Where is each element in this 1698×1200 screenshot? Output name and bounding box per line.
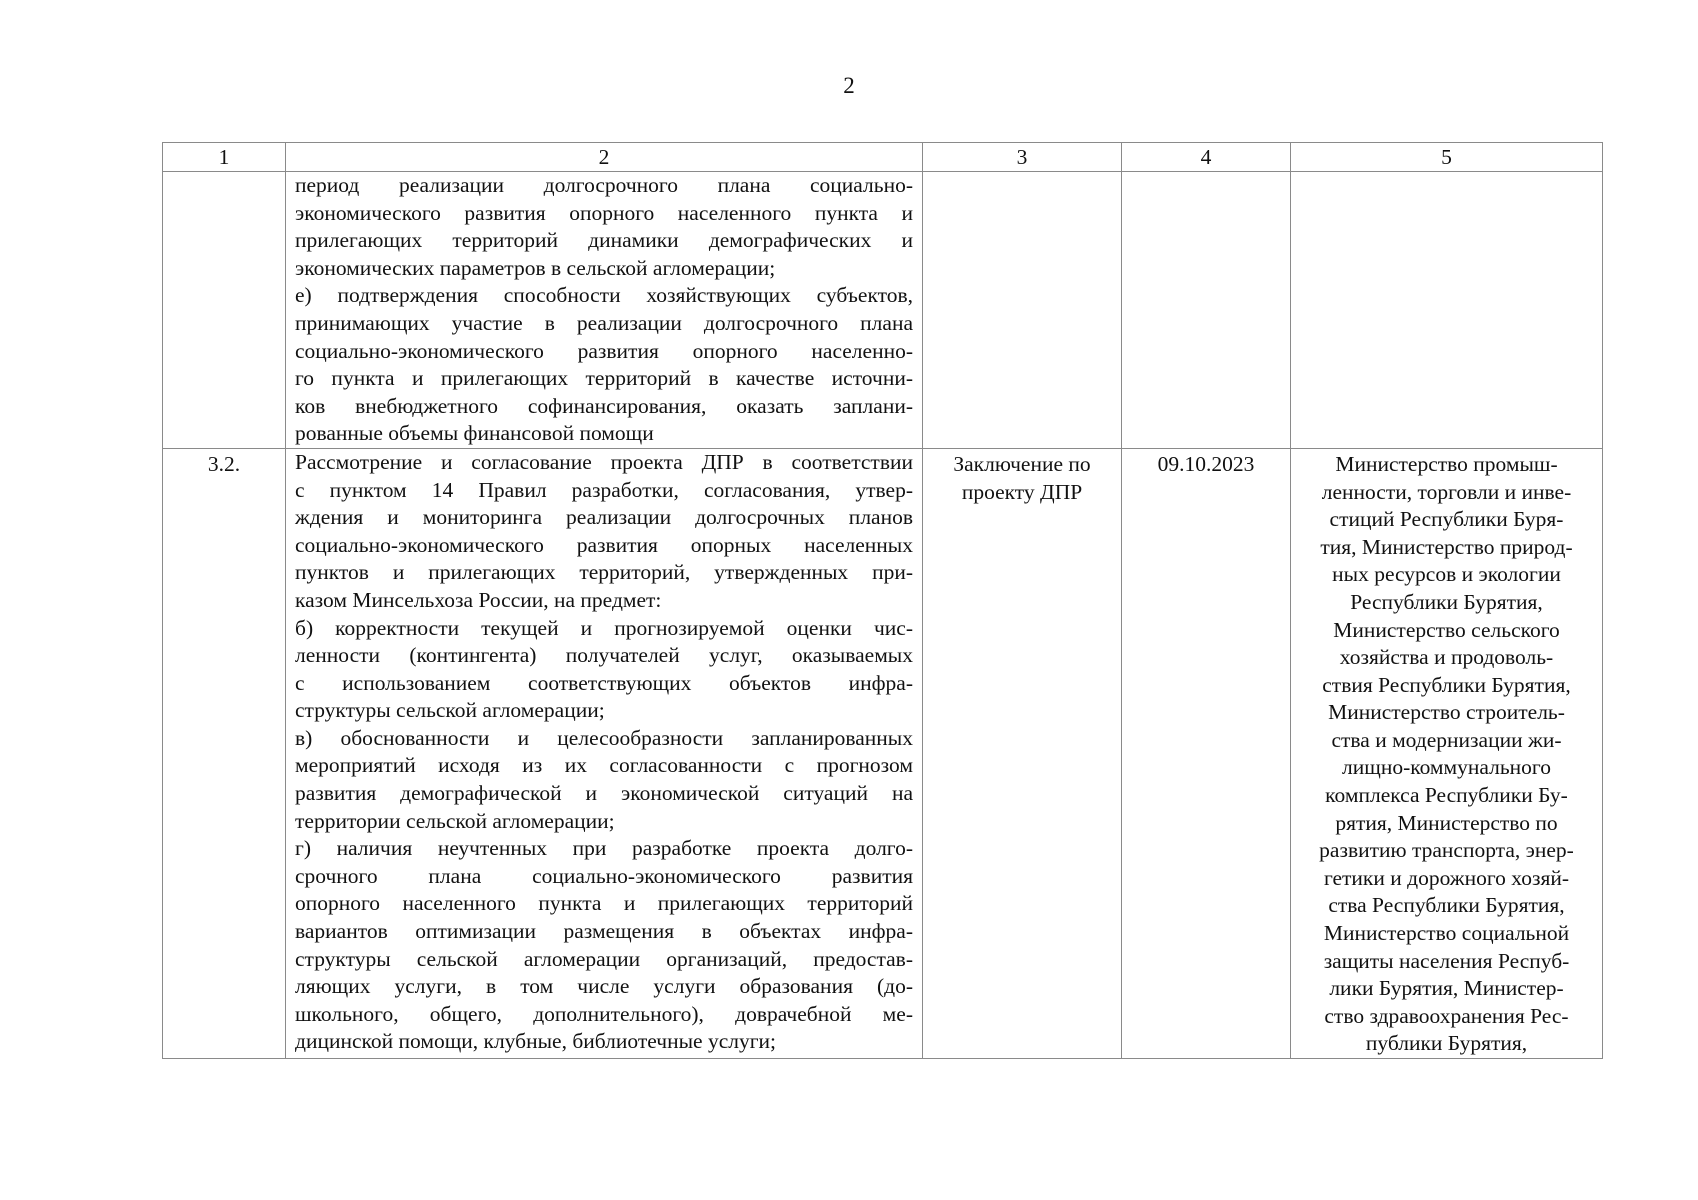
deadline-cell: 09.10.2023: [1122, 448, 1291, 1058]
row-number-cell: 3.2.: [163, 448, 286, 1058]
text-line: ляющих услуги, в том числе услуги образования (до-: [295, 974, 913, 999]
executors-cell: [1291, 172, 1603, 449]
column-header-1: 1: [163, 143, 286, 172]
executor-line: ленности, торговли и инве-: [1321, 479, 1572, 504]
column-header-4: 4: [1122, 143, 1291, 172]
executor-line: ство здравоохранения Рес-: [1324, 1003, 1569, 1028]
executor-line: ствия Республики Бурятия,: [1322, 672, 1571, 697]
measure-text-cell: [286, 172, 923, 449]
text-line: б) корректности текущей и прогнозируемой оценки чис-: [295, 615, 913, 640]
text-line: дицинской помощи, клубные, библиотечные услуги;: [295, 1029, 777, 1054]
text-line: с использованием соответствующих объектов инфра-: [295, 670, 913, 695]
page-number: 2: [843, 73, 855, 98]
deadline-cell: [1122, 172, 1291, 449]
text-line: с пунктом 14 Правил разработки, согласования, утвер-: [295, 477, 913, 502]
executor-line: ных ресурсов и экологии: [1332, 562, 1561, 587]
table-row-3-2: [163, 448, 1603, 1058]
text-line: экономических параметров в сельской агломерации;: [295, 255, 776, 280]
executor-line: стиций Республики Буря-: [1329, 507, 1564, 532]
executor-line: Министерство строитель-: [1328, 700, 1565, 725]
text-line: развития демографической и экономической ситуаций на: [295, 781, 913, 806]
text-line: принимающих участие в реализации долгосрочного плана: [295, 310, 913, 335]
executor-line: развитию транспорта, энер-: [1319, 838, 1574, 863]
executor-line: лищно-коммунального: [1342, 755, 1551, 780]
text-line: срочного плана социально-экономического развития: [295, 863, 913, 888]
text-line: территории сельской агломерации;: [295, 808, 615, 833]
text-line: Рассмотрение и согласование проекта ДПР в соответствии: [295, 449, 913, 474]
text-line: социально-экономического развития опорных населенных: [295, 532, 913, 557]
text-line: ждения и мониторинга реализации долгосрочных планов: [295, 505, 913, 530]
column-header-3: 3: [923, 143, 1122, 172]
measure-text-cell: [286, 448, 923, 1058]
executor-line: ства Республики Бурятия,: [1328, 893, 1565, 918]
text-line: период реализации долгосрочного плана социально-: [295, 173, 913, 197]
text-line: ков внебюджетного софинансирования, оказать заплани-: [295, 393, 913, 418]
plan-table: [162, 142, 1603, 1059]
table-row-continuation: [163, 172, 1603, 449]
text-line: вариантов оптимизации размещения в объектах инфра-: [295, 919, 913, 944]
column-header-2: 2: [286, 143, 923, 172]
text-line: структуры сельской агломерации организаций, предостав-: [295, 946, 913, 971]
text-line: экономического развития опорного населенного пункта и: [295, 200, 913, 225]
executor-line: тия, Министерство природ-: [1320, 534, 1573, 559]
row-number-cell: [163, 172, 286, 449]
executor-line: Министерство сельского: [1333, 617, 1560, 642]
executor-line: Министерство промыш-: [1335, 451, 1558, 476]
text-line: рованные объемы финансовой помощи: [295, 421, 654, 446]
executors-cell: [1291, 448, 1603, 1058]
executor-line: Республики Бурятия,: [1350, 589, 1543, 614]
executor-line: лики Бурятия, Министер-: [1329, 976, 1564, 1001]
executor-line: рятия, Министерство по: [1335, 810, 1558, 835]
text-line: казом Минсельхоза России, на предмет:: [295, 587, 662, 612]
text-line: школьного, общего, дополнительного), доврачебной ме-: [295, 1001, 913, 1026]
executor-line: гетики и дорожного хозяй-: [1323, 865, 1570, 890]
text-line: е) подтверждения способности хозяйствующих субъектов,: [295, 283, 913, 308]
executor-line: защиты населения Респуб-: [1323, 948, 1570, 973]
executor-line: публики Бурятия,: [1365, 1031, 1528, 1056]
table-header-row: [163, 143, 1603, 172]
text-line: ленности (контингента) получателей услуг, оказываемых: [295, 643, 913, 668]
executor-line: Министерство социальной: [1323, 921, 1570, 946]
column-header-5: 5: [1291, 143, 1603, 172]
text-line: пунктов и прилегающих территорий, утвержденных при-: [295, 560, 913, 585]
executor-line: ства и модернизации жи-: [1331, 727, 1562, 752]
result-document-cell: [923, 448, 1122, 1058]
executor-line: комплекса Республики Бу-: [1325, 783, 1568, 808]
document-line: Заключение по: [953, 451, 1091, 476]
text-line: мероприятий исходя из их согласованности с прогнозом: [295, 753, 913, 778]
text-line: го пункта и прилегающих территорий в качестве источни-: [295, 366, 913, 391]
text-line: в) обоснованности и целесообразности запланированных: [295, 725, 913, 750]
text-line: структуры сельской агломерации;: [295, 698, 605, 723]
result-document-cell: [923, 172, 1122, 449]
executor-line: хозяйства и продоволь-: [1339, 645, 1554, 670]
text-line: г) наличия неучтенных при разработке проекта долго-: [295, 836, 913, 861]
text-line: социально-экономического развития опорного населенно-: [295, 338, 913, 363]
text-line: опорного населенного пункта и прилегающих территорий: [295, 891, 913, 916]
text-line: прилегающих территорий динамики демографических и: [295, 228, 913, 253]
document-line: проекту ДПР: [961, 479, 1083, 504]
